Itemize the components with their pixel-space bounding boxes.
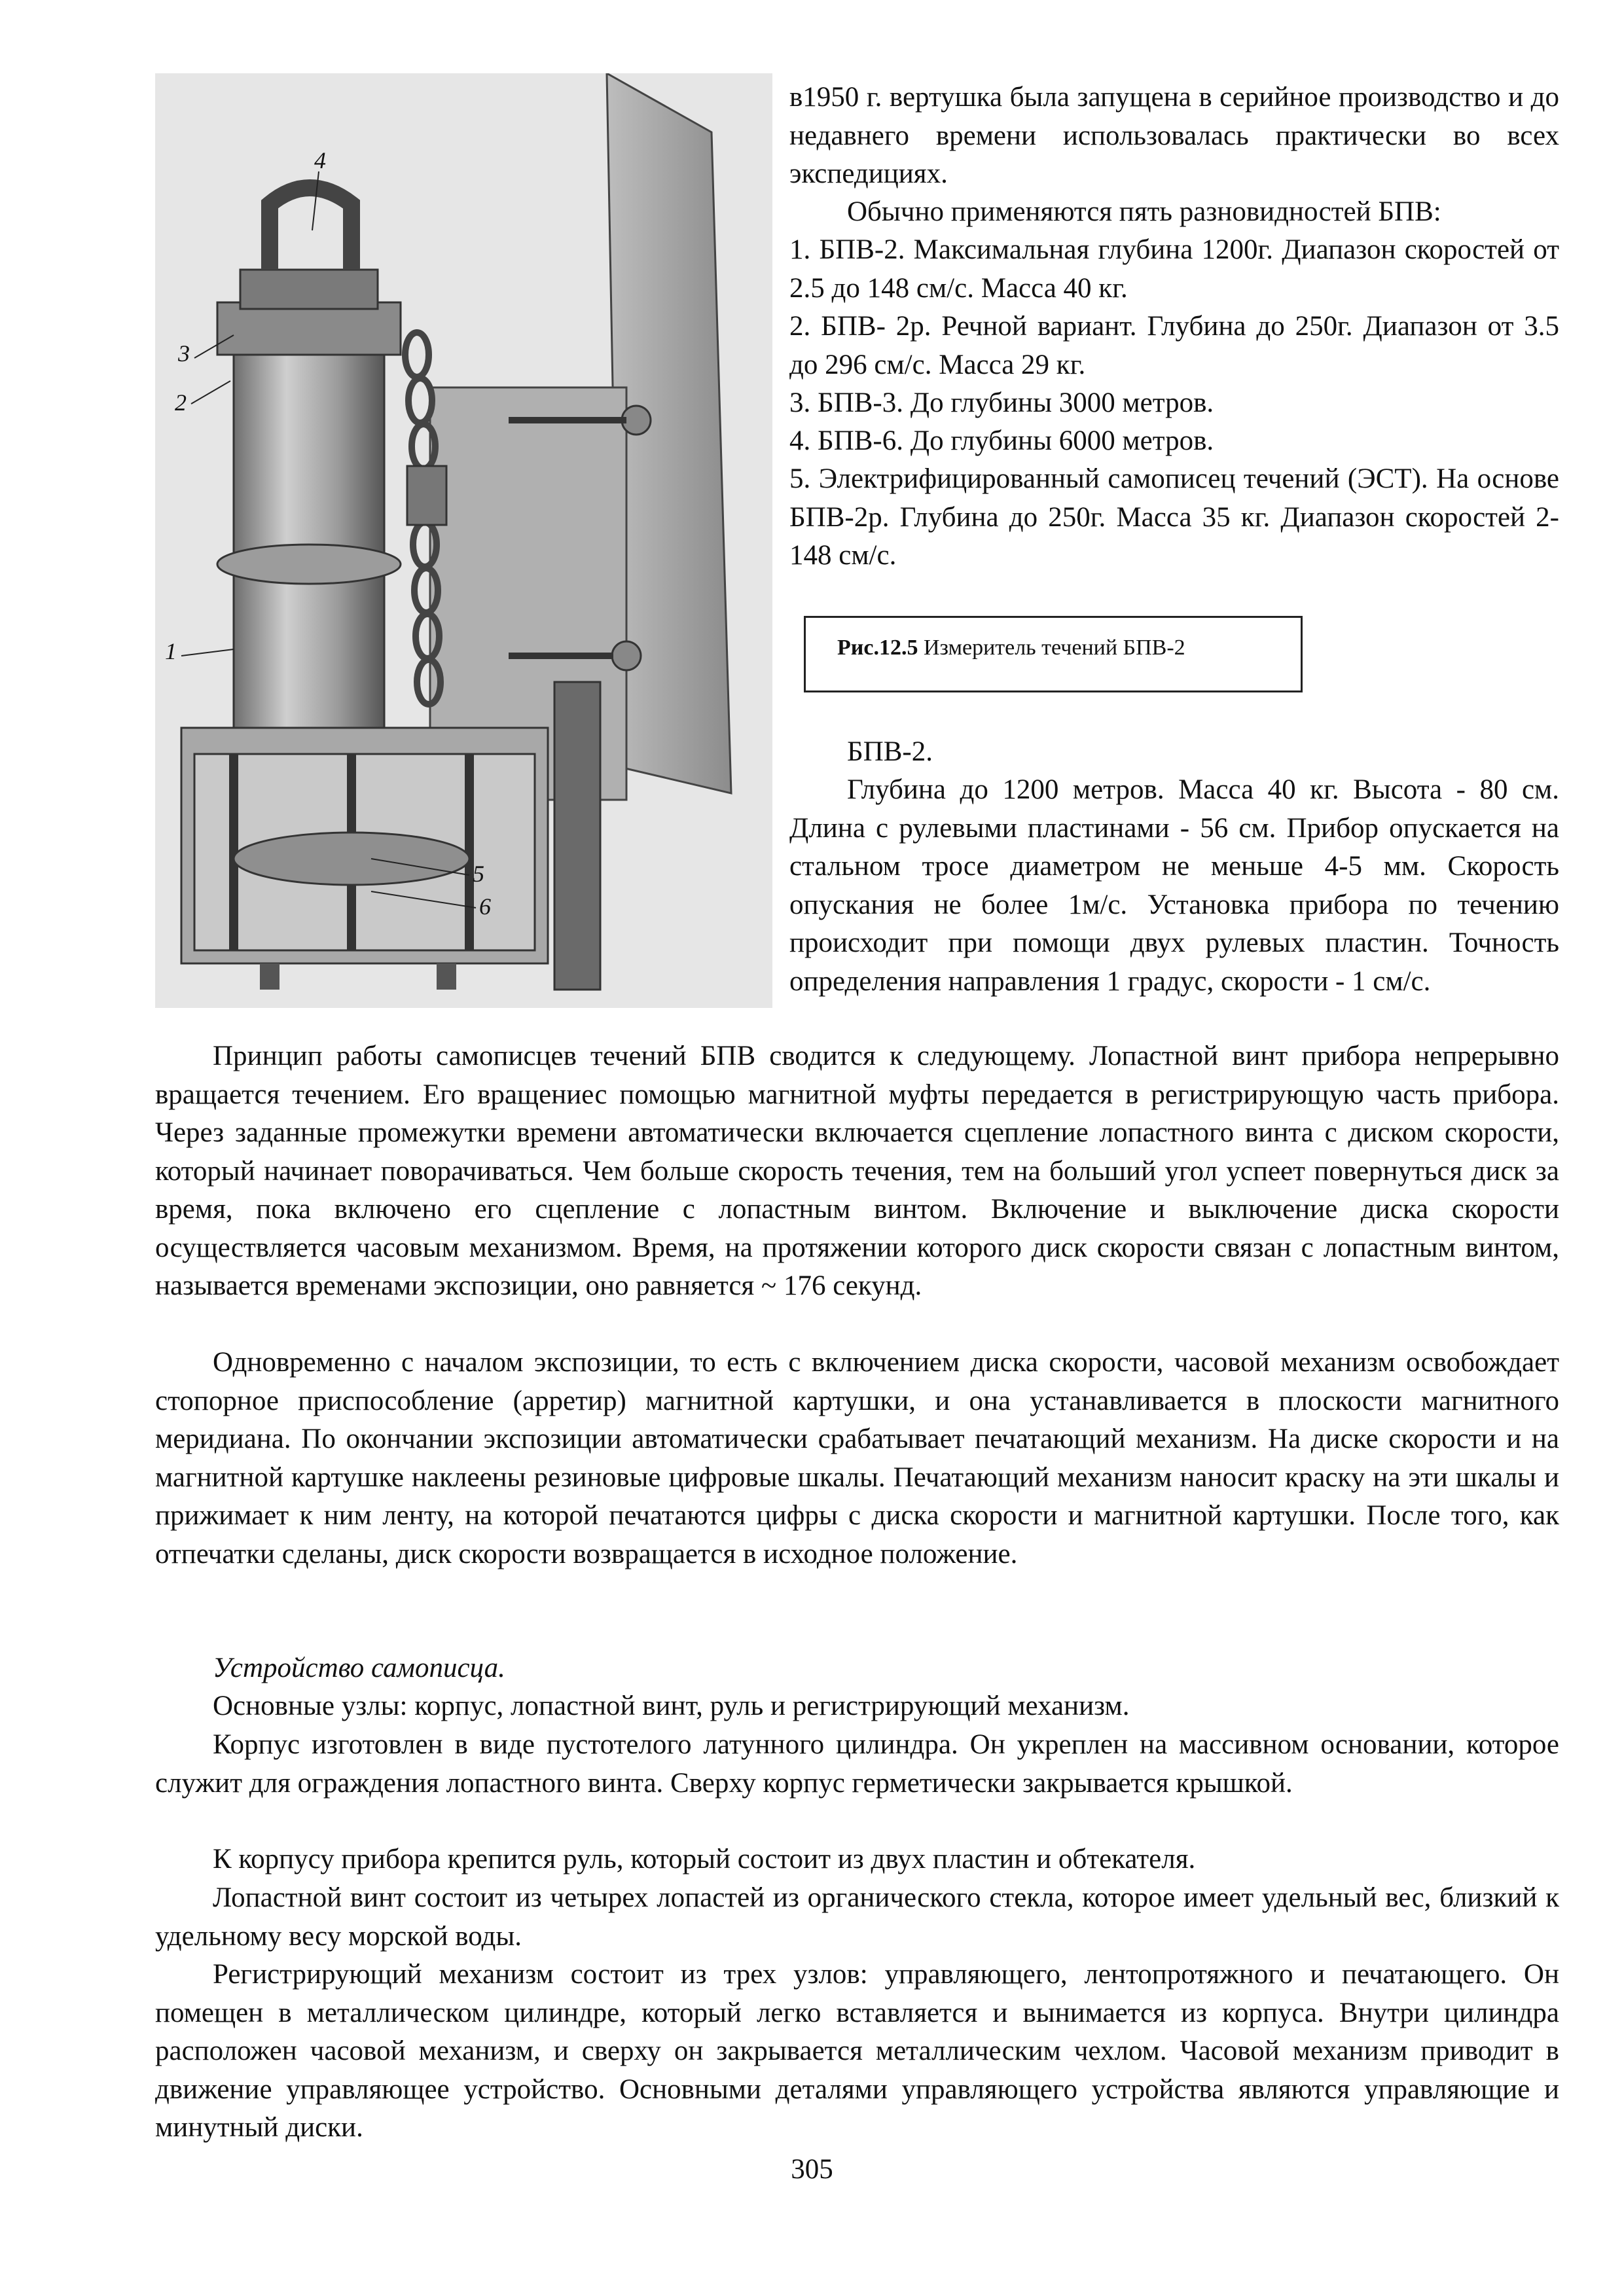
- bpv-title: БПВ-2.: [847, 736, 933, 767]
- varieties-lead: Обычно применяются пять разновидностей БПВ:: [847, 196, 1441, 227]
- principle-paragraph: Принцип работы самописцев течений БПВ сводится к следующему. Лопастной винт прибора непрерывно вращается течением. Его вращениес помощью магнитной муфты передается в регистрирующую часть прибора. Через заданные промежутки времени автоматически включается сцепление лопастного винта с диском скорости, который начинает поворачиваться. Чем больше скорость течения, тем на больший угол успеет повернуться диск за время, пока включено его сцепление с лопастным винтом. Включение и выключение диска скорости осуществляется часовым механизмом. Время, на протяжении которого диск скорости связан с лопастным винтом, называется временами экспозиции, оно равняется ~ 176 секунд.: [155, 1041, 1559, 1301]
- intro-paragraph: в1950 г. вертушка была запущена в серийное производство и до недавнего времени использовалась практически во всех экспедициях.: [789, 82, 1559, 189]
- variety-item-4: 4. БПВ-6. До глубины 6000 метров.: [789, 425, 1214, 456]
- figure-label-5: 5: [473, 861, 484, 887]
- page-number: 305: [791, 2154, 833, 2185]
- variety-item-1: 1. БПВ-2. Максимальная глубина 1200г. Диапазон скоростей от 2.5 до 148 см/с. Масса 40 кг.: [789, 234, 1559, 304]
- figure-caption-text: Измеритель течений БПВ-2: [918, 636, 1185, 660]
- figure-label-2: 2: [175, 389, 187, 416]
- bpv-description: Глубина до 1200 метров. Масса 40 кг. Высота - 80 см. Длина с рулевыми пластинами - 56 см. Прибор опускается на стальном тросе диаметром не меньше 4-5 мм. Скорость опускания не более 1м/с. Установка прибора по течению происходит при помощи двух рулевых пластин. Точность определения направления 1 градус, скорости - 1 см/с.: [789, 774, 1559, 997]
- figure-caption-number: Рис.12.5: [837, 636, 918, 660]
- recorder-paragraph: Регистрирующий механизм состоит из трех узлов: управляющего, лентопротяжного и печатающего. Он помещен в металлическом цилиндре, который легко вставляется и вынимается из корпуса. Внутри цилиндра расположен часовой механизм, и сверху он закрывается металлическим чехлом. Часовой механизм приводит в движение управляющее устройство. Основными деталями управляющего устройства являются управляющие и минутный диски.: [155, 1959, 1559, 2143]
- propeller-paragraph: Лопастной винт состоит из четырех лопастей из органического стекла, которое имеет удельный вес, близкий к удельному весу морской воды.: [155, 1882, 1559, 1952]
- variety-item-3: 3. БПВ-3. До глубины 3000 метров.: [789, 387, 1214, 418]
- device-illustration: [155, 73, 772, 1008]
- housing-paragraph: Корпус изготовлен в виде пустотелого латунного цилиндра. Он укреплен на массивном основании, которое служит для ограждения лопастного винта. Сверху корпус герметически закрывается крышкой.: [155, 1729, 1559, 1799]
- rudder-paragraph: К корпусу прибора крепится руль, который состоит из двух пластин и обтекателя.: [213, 1844, 1196, 1874]
- section-heading: Устройство самописца.: [213, 1653, 505, 1683]
- variety-item-2: 2. БПВ- 2р. Речной вариант. Глубина до 250г. Диапазон от 3.5 до 296 см/с. Масса 29 кг.: [789, 311, 1559, 380]
- figure-label-6: 6: [479, 893, 491, 920]
- figure-label-3: 3: [178, 340, 190, 367]
- simultaneous-paragraph: Одновременно с началом экспозиции, то есть с включением диска скорости, часовой механизм освобождает стопорное приспособление (арретир) магнитной картушки, и она устанавливается в плоскости магнитного меридиана. По окончании экспозиции автоматически срабатывает печатающий механизм. На диске скорости и на магнитной картушке наклеены резиновые цифровые шкалы. Печатающий механизм наносит краску на эти шкалы и прижимает к ним ленту, на которой печатаются цифры с диска скорости и магнитной картушки. После того, как отпечатки сделаны, диск скорости возвращается в исходное положение.: [155, 1347, 1559, 1570]
- main-units-paragraph: Основные узлы: корпус, лопастной винт, руль и регистрирующий механизм.: [213, 1691, 1130, 1721]
- figure-label-4: 4: [314, 147, 326, 173]
- variety-item-5: 5. Электрифицированный самописец течений (ЭСТ). На основе БПВ-2р. Глубина до 250г. Масса 35 кг. Диапазон скоростей 2-148 см/с.: [789, 463, 1559, 571]
- figure-label-1: 1: [165, 638, 177, 664]
- figure-caption: [804, 616, 1303, 692]
